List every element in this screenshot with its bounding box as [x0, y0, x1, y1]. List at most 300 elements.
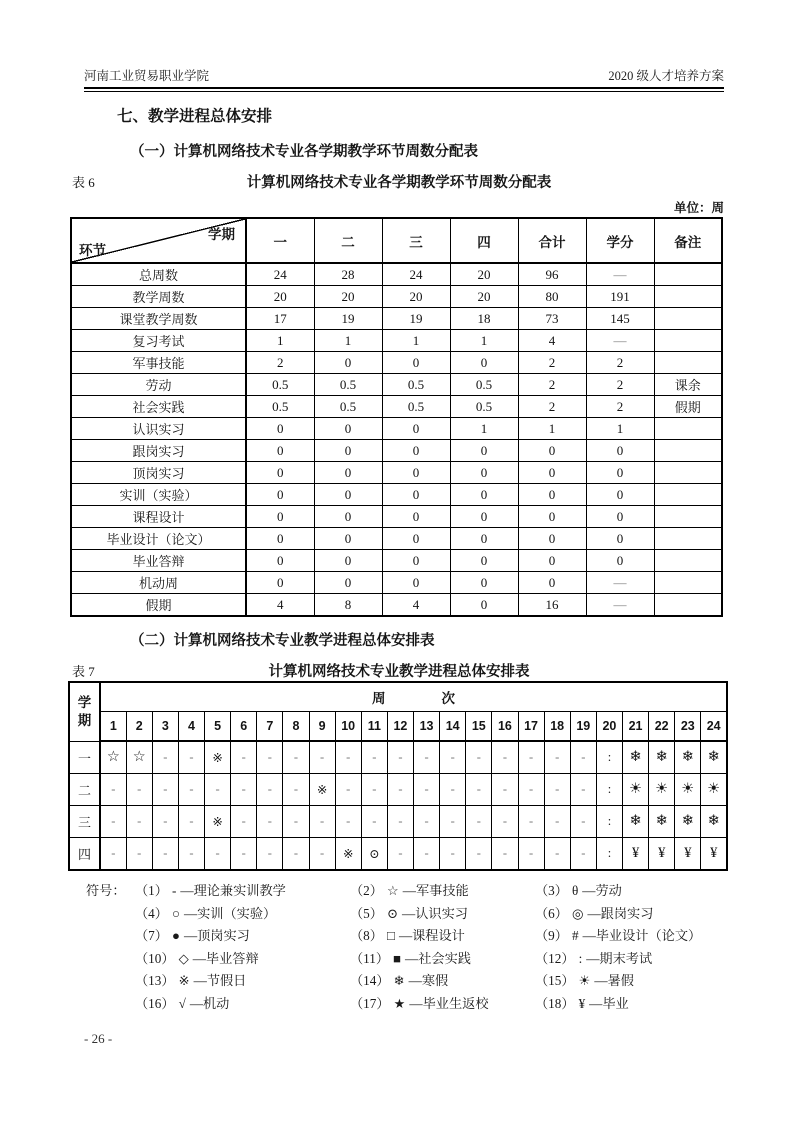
table-cell: 0: [246, 462, 314, 484]
week-cell: -: [466, 806, 492, 838]
table-cell: 0: [450, 440, 518, 462]
week-cell: -: [544, 774, 570, 806]
week-cell: -: [257, 741, 283, 774]
table-row: [71, 440, 722, 462]
week-cell: -: [440, 741, 466, 774]
week-cell: -: [283, 838, 309, 871]
week-cell: -: [518, 806, 544, 838]
legend-item: [535, 925, 701, 944]
legend-item: [135, 970, 350, 989]
subsection1-title: （一）计算机网络技术专业各学期教学环节周数分配表: [130, 144, 478, 160]
week-cell: -: [178, 774, 204, 806]
legend-symbol: ※: [178, 973, 190, 988]
corner-label-item: 环节: [79, 243, 106, 258]
unit-note: 单位：周: [673, 201, 724, 215]
week-cell: -: [100, 774, 126, 806]
table-cell: 16: [518, 594, 586, 617]
week-cell: ☀: [649, 774, 675, 806]
legend-symbol: ¥: [578, 995, 586, 1011]
table6-title: 计算机网络技术专业各学期教学环节周数分配表: [246, 175, 552, 191]
legend-symbol: ★: [393, 995, 406, 1011]
table-row: [71, 286, 722, 308]
legend-item-label: —毕业答辩: [192, 950, 259, 966]
semester-weeks-distribution-table: [70, 217, 723, 617]
table6-label: 表 6: [72, 175, 95, 190]
table-cell: 0: [246, 528, 314, 550]
row-label: 课程设计: [71, 506, 246, 528]
legend-item-label: —劳动: [582, 883, 622, 898]
row-label: 劳动: [71, 374, 246, 396]
week-cell: -: [570, 774, 596, 806]
week-cell: -: [152, 838, 178, 871]
semester-label: 二: [69, 774, 100, 806]
table-cell: 0: [450, 484, 518, 506]
week-cell: -: [335, 806, 361, 838]
table-cell: 0: [586, 484, 654, 506]
table-row: [71, 528, 722, 550]
legend-item: [350, 925, 535, 944]
week-number: 1: [100, 712, 126, 742]
week-cell: -: [231, 774, 257, 806]
week-number: 17: [518, 712, 544, 742]
table-cell: 0: [314, 550, 382, 572]
row-label: 机动周: [71, 572, 246, 594]
table-cell: [654, 550, 722, 572]
table6-header-row: [71, 218, 722, 263]
teaching-schedule-table: [68, 681, 728, 871]
table-cell: 4: [382, 594, 450, 617]
week-cell: ¥: [701, 838, 727, 871]
table-cell: 0: [450, 528, 518, 550]
legend-item: [535, 993, 629, 1012]
legend-item-label: —暑假: [594, 973, 634, 988]
table-cell: 0: [314, 462, 382, 484]
table-cell: 2: [518, 352, 586, 374]
table-cell: 0: [382, 528, 450, 550]
week-cell: -: [492, 741, 518, 774]
week-number: 3: [152, 712, 178, 742]
table-cell: —: [586, 263, 654, 286]
week-cell: -: [518, 774, 544, 806]
legend-item-number: （6）: [535, 905, 568, 921]
table7-header-row-1: [69, 682, 727, 712]
week-cell: -: [231, 838, 257, 871]
legend-symbol: -: [171, 883, 177, 898]
row-label: 总周数: [71, 263, 246, 286]
row-label: 教学周数: [71, 286, 246, 308]
legend-row: [86, 925, 701, 948]
page-number: - 26 -: [84, 1031, 113, 1046]
week-cell: ❄: [649, 806, 675, 838]
table-cell: 20: [246, 286, 314, 308]
table-cell: 0: [450, 462, 518, 484]
table6-corner-cell: [71, 218, 246, 263]
table-cell: [654, 418, 722, 440]
table-cell: [654, 263, 722, 286]
week-number: 5: [205, 712, 231, 742]
week-cell: ⊙: [361, 838, 387, 871]
legend-item-number: （14）: [350, 973, 390, 988]
week-cell: ☆: [126, 741, 152, 774]
table-cell: 2: [586, 396, 654, 418]
legend-item-number: （15）: [535, 973, 575, 988]
row-label: 跟岗实习: [71, 440, 246, 462]
table-cell: 0: [518, 506, 586, 528]
table-cell: 0: [518, 440, 586, 462]
legend-item-number: （2）: [350, 883, 383, 898]
table-cell: 1: [518, 418, 586, 440]
week-cell: -: [126, 806, 152, 838]
table-row: [71, 374, 722, 396]
table-cell: 0: [382, 550, 450, 572]
corner-char: 学: [77, 694, 92, 710]
legend-symbol: √: [178, 995, 186, 1011]
week-cell: :: [596, 741, 622, 774]
week-cell: ☀: [623, 774, 649, 806]
week-cell: ※: [335, 838, 361, 871]
semester-label: 一: [69, 741, 100, 774]
week-cell: ※: [205, 806, 231, 838]
legend-item-number: （8）: [350, 928, 383, 943]
row-label: 实训（实验）: [71, 484, 246, 506]
week-cell: -: [440, 774, 466, 806]
row-label: 社会实践: [71, 396, 246, 418]
semester-row: [69, 806, 727, 838]
table-cell: 0: [450, 550, 518, 572]
week-cell: ☆: [100, 741, 126, 774]
week-cell: -: [309, 806, 335, 838]
legend-item-number: （18）: [535, 995, 575, 1011]
table6-body: [71, 263, 722, 616]
week-header-cell: [100, 682, 727, 712]
row-label: 毕业答辩: [71, 550, 246, 572]
table-row: [71, 550, 722, 572]
week-cell: -: [361, 806, 387, 838]
legend-item-number: （1）: [135, 883, 168, 898]
table-cell: 0: [586, 440, 654, 462]
legend-item-label: —顶岗实习: [183, 928, 250, 943]
table-cell: 0: [314, 506, 382, 528]
table-cell: 0.5: [382, 374, 450, 396]
table-cell: [654, 462, 722, 484]
table-cell: 0: [518, 550, 586, 572]
table-cell: 0: [246, 572, 314, 594]
week-number: 14: [440, 712, 466, 742]
week-cell: :: [596, 838, 622, 871]
week-cell: -: [257, 774, 283, 806]
legend-item-label: —机动: [189, 995, 230, 1011]
table-cell: 0: [450, 506, 518, 528]
week-cell: -: [361, 774, 387, 806]
week-cell: -: [100, 838, 126, 871]
table-cell: 1: [382, 330, 450, 352]
week-number: 24: [701, 712, 727, 742]
table-cell: 0: [314, 572, 382, 594]
table-cell: 0: [450, 352, 518, 374]
table-cell: 0: [246, 506, 314, 528]
table6-caption: [70, 171, 728, 192]
table-cell: 2: [586, 374, 654, 396]
legend-symbol: ⊙: [386, 905, 399, 921]
table-row: [71, 572, 722, 594]
week-cell: -: [152, 774, 178, 806]
week-cell: -: [492, 806, 518, 838]
week-cell: ❄: [701, 806, 727, 838]
legend-symbol: ●: [171, 928, 180, 943]
table-cell: 0: [382, 440, 450, 462]
week-cell: -: [570, 806, 596, 838]
table-cell: 0: [586, 528, 654, 550]
table-cell: 24: [246, 263, 314, 286]
table-cell: 1: [314, 330, 382, 352]
table7-head: [69, 682, 727, 741]
legend-item-number: （10）: [135, 950, 175, 966]
week-cell: -: [570, 741, 596, 774]
table-cell: 73: [518, 308, 586, 330]
legend-item: [350, 903, 535, 922]
table-cell: 8: [314, 594, 382, 617]
row-label: 军事技能: [71, 352, 246, 374]
week-cell: -: [152, 741, 178, 774]
legend-item: [350, 948, 535, 967]
table-cell: 20: [314, 286, 382, 308]
table-cell: [654, 506, 722, 528]
legend-item-label: —认识实习: [402, 905, 468, 921]
week-cell: -: [231, 741, 257, 774]
legend-item-number: （7）: [135, 928, 168, 943]
legend-item: [135, 925, 350, 944]
week-cell: ❄: [701, 741, 727, 774]
week-number: 20: [596, 712, 622, 742]
table-cell: —: [586, 594, 654, 617]
table-row: [71, 594, 722, 617]
week-cell: -: [309, 741, 335, 774]
table-cell: 0: [518, 462, 586, 484]
table-cell: —: [586, 330, 654, 352]
legend-item-label: —寒假: [408, 973, 449, 988]
table-cell: 145: [586, 308, 654, 330]
week-cell: ☀: [701, 774, 727, 806]
week-cell: -: [414, 741, 440, 774]
week-cell: -: [414, 806, 440, 838]
week-number: 23: [675, 712, 701, 742]
symbol-legend: [86, 880, 701, 1015]
legend-symbol: :: [578, 950, 583, 966]
table-cell: 0.5: [314, 396, 382, 418]
table-cell: 19: [314, 308, 382, 330]
table-cell: 0: [314, 440, 382, 462]
table-cell: 1: [450, 330, 518, 352]
week-number: 13: [414, 712, 440, 742]
week-cell: -: [440, 838, 466, 871]
table-cell: 0.5: [246, 396, 314, 418]
table6-column-header: 学分: [586, 218, 654, 263]
legend-symbol: ❄: [393, 973, 405, 988]
table-cell: 0: [450, 594, 518, 617]
table-cell: 0: [382, 462, 450, 484]
week-number: 19: [570, 712, 596, 742]
table-row: [71, 352, 722, 374]
week-cell: -: [414, 774, 440, 806]
table-cell: 0: [382, 352, 450, 374]
legend-item-number: （12）: [535, 950, 575, 966]
table-cell: [654, 594, 722, 617]
row-label: 毕业设计（论文）: [71, 528, 246, 550]
legend-item-label: —理论兼实训教学: [180, 883, 286, 898]
legend-item: [135, 903, 350, 922]
corner-char: 期: [77, 712, 92, 728]
week-cell: -: [518, 838, 544, 871]
legend-item: [350, 970, 535, 989]
legend-symbol: θ: [571, 883, 579, 898]
table-row: [71, 308, 722, 330]
semester-label: 四: [69, 838, 100, 871]
week-cell: -: [283, 806, 309, 838]
table-cell: 191: [586, 286, 654, 308]
table-cell: 80: [518, 286, 586, 308]
table-cell: 17: [246, 308, 314, 330]
week-number: 21: [623, 712, 649, 742]
legend-item-number: （17）: [350, 995, 390, 1011]
table-cell: 0: [382, 484, 450, 506]
table-cell: 0: [450, 572, 518, 594]
week-cell: :: [596, 806, 622, 838]
week-cell: -: [335, 741, 361, 774]
table-cell: 20: [450, 286, 518, 308]
table-row: [71, 330, 722, 352]
table-cell: —: [586, 572, 654, 594]
week-cell: -: [544, 806, 570, 838]
table7-corner-cell: [69, 682, 100, 741]
week-cell: -: [283, 774, 309, 806]
legend-item-number: （3）: [535, 883, 568, 898]
week-number: 4: [178, 712, 204, 742]
table-cell: 课余: [654, 374, 722, 396]
week-cell: -: [466, 741, 492, 774]
week-cell: -: [178, 838, 204, 871]
week-cell: ❄: [623, 741, 649, 774]
table-row: [71, 484, 722, 506]
legend-item-number: （5）: [350, 905, 383, 921]
legend-item: [535, 970, 634, 989]
running-header: [84, 66, 724, 84]
week-cell: -: [205, 838, 231, 871]
section-title: 七、教学进程总体安排: [117, 108, 273, 125]
week-cell: ❄: [649, 741, 675, 774]
week-number: 10: [335, 712, 361, 742]
week-cell: ❄: [675, 741, 701, 774]
legend-item-label: —节假日: [193, 973, 247, 988]
week-cell: -: [440, 806, 466, 838]
legend-symbol: ◎: [571, 905, 584, 921]
table-cell: 0: [518, 528, 586, 550]
table-cell: 1: [586, 418, 654, 440]
table7-caption: [70, 660, 728, 681]
table-cell: 0: [586, 506, 654, 528]
semester-row: [69, 774, 727, 806]
legend-item-label: —跟岗实习: [587, 905, 654, 921]
week-cell: :: [596, 774, 622, 806]
legend-item: [350, 880, 535, 899]
school-name: 河南工业贸易职业学院: [84, 69, 210, 83]
table-cell: 0.5: [382, 396, 450, 418]
week-cell: -: [492, 838, 518, 871]
legend-symbol: ○: [171, 905, 180, 921]
week-number: 16: [492, 712, 518, 742]
table-cell: 2: [518, 374, 586, 396]
legend-item-label: —军事技能: [402, 883, 469, 898]
table-cell: 0: [246, 440, 314, 462]
table-cell: 2: [246, 352, 314, 374]
week-header-char: 周: [372, 691, 386, 706]
table-cell: 0: [382, 418, 450, 440]
week-cell: -: [387, 774, 413, 806]
legend-row: [86, 880, 701, 903]
table-cell: 2: [518, 396, 586, 418]
week-cell: -: [178, 806, 204, 838]
legend-title: 符号：: [86, 883, 126, 898]
legend-item-label: —期末考试: [586, 950, 653, 966]
week-cell: -: [466, 838, 492, 871]
legend-item-number: （13）: [135, 973, 175, 988]
legend-item-number: （11）: [350, 950, 390, 966]
week-number: 12: [387, 712, 413, 742]
table-cell: 19: [382, 308, 450, 330]
table-cell: [654, 308, 722, 330]
week-number: 8: [283, 712, 309, 742]
table-cell: 0: [314, 418, 382, 440]
legend-row: [86, 970, 701, 993]
legend-item-label: —课程设计: [398, 928, 465, 943]
week-cell: -: [361, 741, 387, 774]
semester-row: [69, 741, 727, 774]
table-cell: 0: [246, 484, 314, 506]
table-row: [71, 418, 722, 440]
doc-edition: 2020 级人才培养方案: [608, 69, 724, 83]
table-cell: 0: [246, 418, 314, 440]
table-cell: 0: [314, 528, 382, 550]
week-cell: -: [387, 741, 413, 774]
table-cell: 96: [518, 263, 586, 286]
table-cell: 0: [518, 572, 586, 594]
table-cell: 0: [586, 462, 654, 484]
week-number: 15: [466, 712, 492, 742]
week-number: 22: [649, 712, 675, 742]
table6-column-header: 二: [314, 218, 382, 263]
table-cell: 24: [382, 263, 450, 286]
week-cell: ❄: [675, 806, 701, 838]
week-cell: ☀: [675, 774, 701, 806]
table-cell: [654, 572, 722, 594]
table-cell: [654, 440, 722, 462]
legend-item-number: （4）: [135, 905, 168, 921]
legend-item: [135, 948, 350, 967]
semester-row: [69, 838, 727, 871]
table-cell: [654, 330, 722, 352]
week-header-char: 次: [441, 691, 455, 706]
week-number: 11: [361, 712, 387, 742]
table-cell: 2: [586, 352, 654, 374]
table-cell: 0: [246, 550, 314, 572]
legend-item-label: —毕业: [589, 995, 629, 1011]
table6-column-header: 合计: [518, 218, 586, 263]
row-label: 假期: [71, 594, 246, 617]
week-cell: ※: [205, 741, 231, 774]
table-cell: [654, 528, 722, 550]
row-label: 顶岗实习: [71, 462, 246, 484]
table-cell: 0.5: [246, 374, 314, 396]
subsection2-title: （二）计算机网络技术专业教学进程总体安排表: [130, 633, 435, 649]
